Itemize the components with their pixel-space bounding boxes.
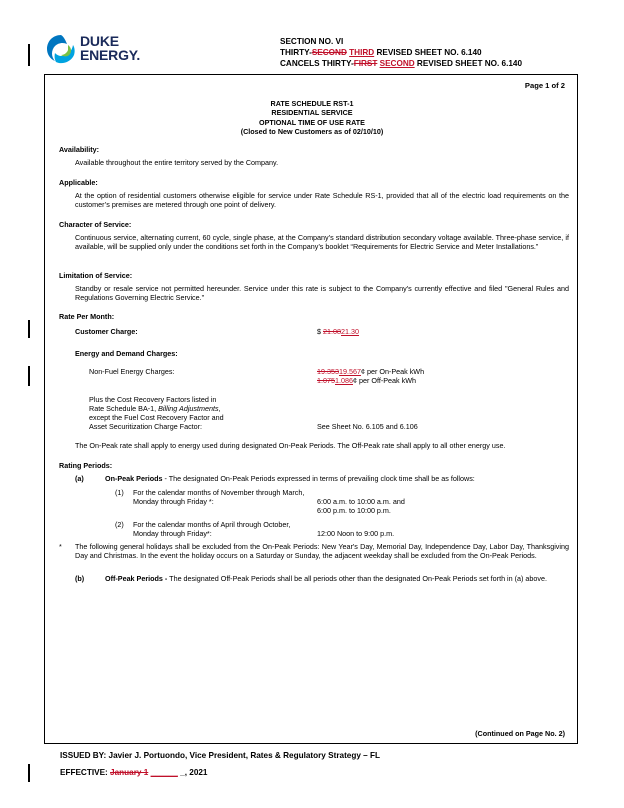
rating-a-body: - The designated On-Peak Periods expressed in terms of prevailing clock time shall be as follows: xyxy=(162,474,475,483)
rating-item-2-number: (2) xyxy=(115,520,124,529)
effective-struck: January 1 xyxy=(110,768,149,777)
rating-item-2-line-1: For the calendar months of April through October, xyxy=(133,520,291,529)
character-heading: Character of Service: xyxy=(59,220,132,229)
cancels-prefix: CANCELS THIRTY- xyxy=(280,59,354,68)
rating-item-1-time-1: 6:00 a.m. to 10:00 a.m. and xyxy=(317,497,405,506)
rating-item-1-time-2: 6:00 p.m. to 10:00 p.m. xyxy=(317,506,391,515)
logo-wordmark xyxy=(80,34,140,62)
rating-item-1-text xyxy=(133,488,304,506)
cost-recovery-value: See Sheet No. 6.105 and 6.106 xyxy=(317,422,418,431)
cost-recovery-line-2-suffix: , xyxy=(218,404,221,413)
revision-bar-effective xyxy=(28,764,30,782)
logo-line-duke: DUKE xyxy=(80,33,119,49)
rating-item-2-text xyxy=(133,520,290,538)
offpeak-charge xyxy=(317,376,416,385)
onpeak-struck: 19.353 xyxy=(317,367,339,376)
rating-a-label: (a) xyxy=(75,474,84,483)
rating-b-label: (b) xyxy=(75,574,85,583)
cost-recovery-line-1: Plus the Cost Recovery Factors listed in xyxy=(89,395,217,404)
sheet-header xyxy=(280,36,522,69)
revision-bar-header xyxy=(28,44,30,66)
cancels-struck: FIRST xyxy=(353,59,378,68)
revised-suffix: REVISED SHEET NO. 6.140 xyxy=(374,48,482,57)
rating-item-1-times xyxy=(317,497,405,515)
revision-bar-energy-charges xyxy=(28,366,30,386)
cost-recovery-line-2 xyxy=(89,404,224,413)
rating-item-1-number: (1) xyxy=(115,488,124,497)
offpeak-suffix: ¢ per Off-Peak kWh xyxy=(353,376,416,385)
availability-heading: Availability: xyxy=(59,145,100,154)
holiday-text: The following general holidays shall be excluded from the On-Peak Periods: New Year's Day, Memorial Day, Independence Day, Labor Day, Thanksgiving Day and Christmas. In the event the holiday occurs on a Saturday or Sunday, the adjacent weekday shall be excluded from the On-Peak Periods. xyxy=(75,542,569,560)
title-line-1: RATE SCHEDULE RST-1 xyxy=(270,99,354,108)
rating-b-title: Off-Peak Periods - xyxy=(105,574,168,583)
title-line-3: OPTIONAL TIME OF USE RATE xyxy=(259,117,365,127)
applicable-text: At the option of residential customers otherwise eligible for service under Rate Schedule RS-1, provided that all of the electric load requirements on the customer’s premises are metered through one point of delivery. xyxy=(75,191,569,209)
section-number: SECTION NO. VI xyxy=(280,37,344,46)
onpeak-suffix: ¢ per On-Peak kWh xyxy=(360,367,425,376)
limitation-heading: Limitation of Service: xyxy=(59,271,133,280)
cancels-suffix: REVISED SHEET NO. 6.140 xyxy=(414,59,523,68)
cancels-inserted: SECOND xyxy=(379,59,415,68)
limitation-text: Standby or resale service not permitted hereunder. Service under this rate is subject to the Company's currently effective and filed "General Rules and Regulations Governing Electric Service." xyxy=(75,284,569,302)
energy-heading: Energy and Demand Charges: xyxy=(75,349,178,358)
onpeak-charge xyxy=(317,367,424,376)
cost-recovery-line-4: Asset Securitization Charge Factor: xyxy=(89,422,203,431)
title-line-4: (Closed to New Customers as of 02/10/10) xyxy=(240,127,384,137)
customer-charge-prefix: $ xyxy=(317,327,323,336)
rating-b-body: The designated Off-Peak Periods shall be all periods other than the designated On-Peak Periods set forth in (a) above. xyxy=(167,574,548,583)
cost-recovery-line-2-prefix: Rate Schedule BA-1, xyxy=(89,404,159,413)
customer-charge-struck: 21.08 xyxy=(323,327,341,336)
page-number: Page 1 of 2 xyxy=(524,81,565,90)
effective-inserted: ______ xyxy=(150,768,178,777)
duke-energy-logo-icon xyxy=(44,32,78,66)
onpeak-inserted: 19.567 xyxy=(338,367,361,376)
onpeak-note: The On-Peak rate shall apply to energy used during designated On-Peak Periods. The Off-Peak rate shall apply to all other energy use. xyxy=(75,441,506,450)
revised-inserted: THIRD xyxy=(349,48,375,57)
holiday-star: * xyxy=(59,542,62,551)
rating-item-1-line-2: Monday through Friday *: xyxy=(133,497,214,506)
effective-suffix: _, 2021 xyxy=(177,768,208,777)
revision-bar-customer-charge xyxy=(28,320,30,338)
effective-date xyxy=(60,768,207,778)
rating-a-title: On-Peak Periods xyxy=(105,474,163,483)
duke-energy-logo xyxy=(44,30,164,70)
logo-line-energy: ENERGY. xyxy=(80,47,141,63)
offpeak-inserted: 1.086 xyxy=(335,376,353,385)
cost-recovery-text xyxy=(89,395,224,431)
character-text: Continuous service, alternating current, 60 cycle, single phase, at the Company’s standard distribution secondary voltage available. Three-phase service, if available, will be supplied only under the conditions set forth in the Company’s booklet “Requirements for Electric Service and Meter Installations.” xyxy=(75,233,569,251)
customer-charge-label: Customer Charge: xyxy=(75,327,138,336)
revised-sheet-line xyxy=(280,47,522,58)
issued-by: ISSUED BY: Javier J. Portuondo, Vice President, Rates & Regulatory Strategy – FL xyxy=(60,751,381,760)
nonfuel-label: Non-Fuel Energy Charges: xyxy=(89,367,175,376)
rate-schedule-title xyxy=(45,99,579,137)
cancels-sheet-line xyxy=(280,58,522,69)
rating-a-text xyxy=(105,474,567,483)
revised-struck: SECOND xyxy=(311,48,347,57)
rating-item-2-line-2: Monday through Friday*: xyxy=(133,529,212,538)
rating-item-1-line-1: For the calendar months of November through March, xyxy=(133,488,305,497)
availability-text: Available throughout the entire territory served by the Company. xyxy=(75,158,279,167)
rating-heading: Rating Periods: xyxy=(59,461,113,470)
effective-prefix: EFFECTIVE: xyxy=(60,768,111,777)
applicable-heading: Applicable: xyxy=(59,178,98,187)
title-line-2: RESIDENTIAL SERVICE xyxy=(271,108,353,118)
rating-b-text xyxy=(105,574,567,583)
rating-item-2-time: 12:00 Noon to 9:00 p.m. xyxy=(317,529,395,538)
cost-recovery-line-3: except the Fuel Cost Recovery Factor and xyxy=(89,413,224,422)
continued-note: (Continued on Page No. 2) xyxy=(475,729,565,738)
tariff-sheet-frame xyxy=(44,74,578,744)
customer-charge-inserted: 21.30 xyxy=(341,327,359,336)
offpeak-struck: 1.075 xyxy=(317,376,335,385)
billing-adjustments-italic: Billing Adjustments xyxy=(158,404,219,413)
revised-prefix: THIRTY- xyxy=(280,48,312,57)
customer-charge-value xyxy=(317,327,359,336)
rate-heading: Rate Per Month: xyxy=(59,312,115,321)
